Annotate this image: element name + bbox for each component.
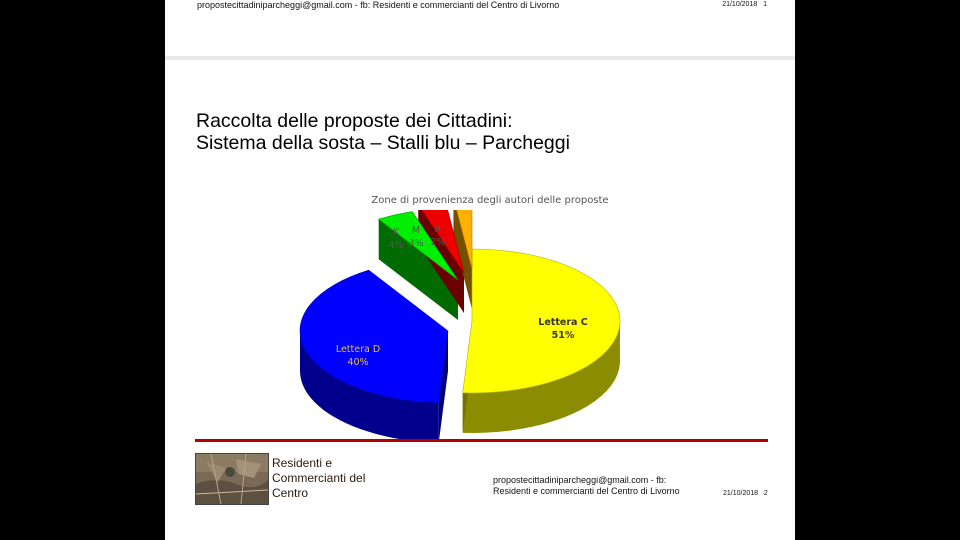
pie-label-2: K	[392, 227, 400, 238]
pie-value-3: 3%	[408, 238, 424, 249]
page1-footer-text: propostecittadiniparcheggi@gmail.com - fb: Residenti e commercianti del Centro di Livorno	[197, 0, 560, 10]
pie-value-0: 51%	[551, 330, 575, 341]
page-2	[165, 60, 795, 540]
page1-number: 1	[763, 1, 767, 8]
document-viewer[interactable]	[165, 0, 795, 540]
page2-number: 2	[763, 490, 768, 497]
footer-email: propostecittadiniparcheggi@gmail.com - fb:	[493, 475, 667, 485]
chart-title: Zone di provenienza degli autori delle proposte	[371, 195, 609, 206]
slide-title	[196, 110, 570, 154]
page2-date: 21/10/2018	[723, 490, 759, 497]
footer-rule	[195, 439, 768, 442]
logo-line2: Commercianti del	[272, 471, 366, 485]
pie-value-1: 40%	[347, 357, 369, 368]
logo-text	[272, 456, 382, 501]
logo-line3: Centro	[272, 486, 309, 500]
pie-label-4: R	[434, 224, 442, 235]
pie-label-1: Lettera D	[335, 344, 381, 355]
pie-chart	[165, 210, 795, 440]
footer-fb: Residenti e commercianti del Centro di Livorno	[493, 486, 680, 496]
logo-image	[195, 453, 269, 505]
footer-contact	[493, 475, 713, 497]
logo-line1: Residenti e	[272, 456, 333, 470]
slide-title-line2: Sistema della sosta – Stalli blu – Parcheggi	[196, 132, 570, 154]
page1-footer-date	[722, 1, 767, 8]
footer-date	[723, 490, 768, 497]
pie-value-2: 4%	[388, 240, 404, 251]
pie-label-0: Lettera C	[538, 317, 588, 328]
pie-label-3: M	[411, 225, 421, 236]
page1-date: 21/10/2018	[722, 1, 758, 8]
pie-value-4: 2%	[430, 237, 446, 248]
page-1	[165, 0, 795, 56]
slide-title-line1: Raccolta delle proposte dei Cittadini:	[196, 110, 513, 132]
